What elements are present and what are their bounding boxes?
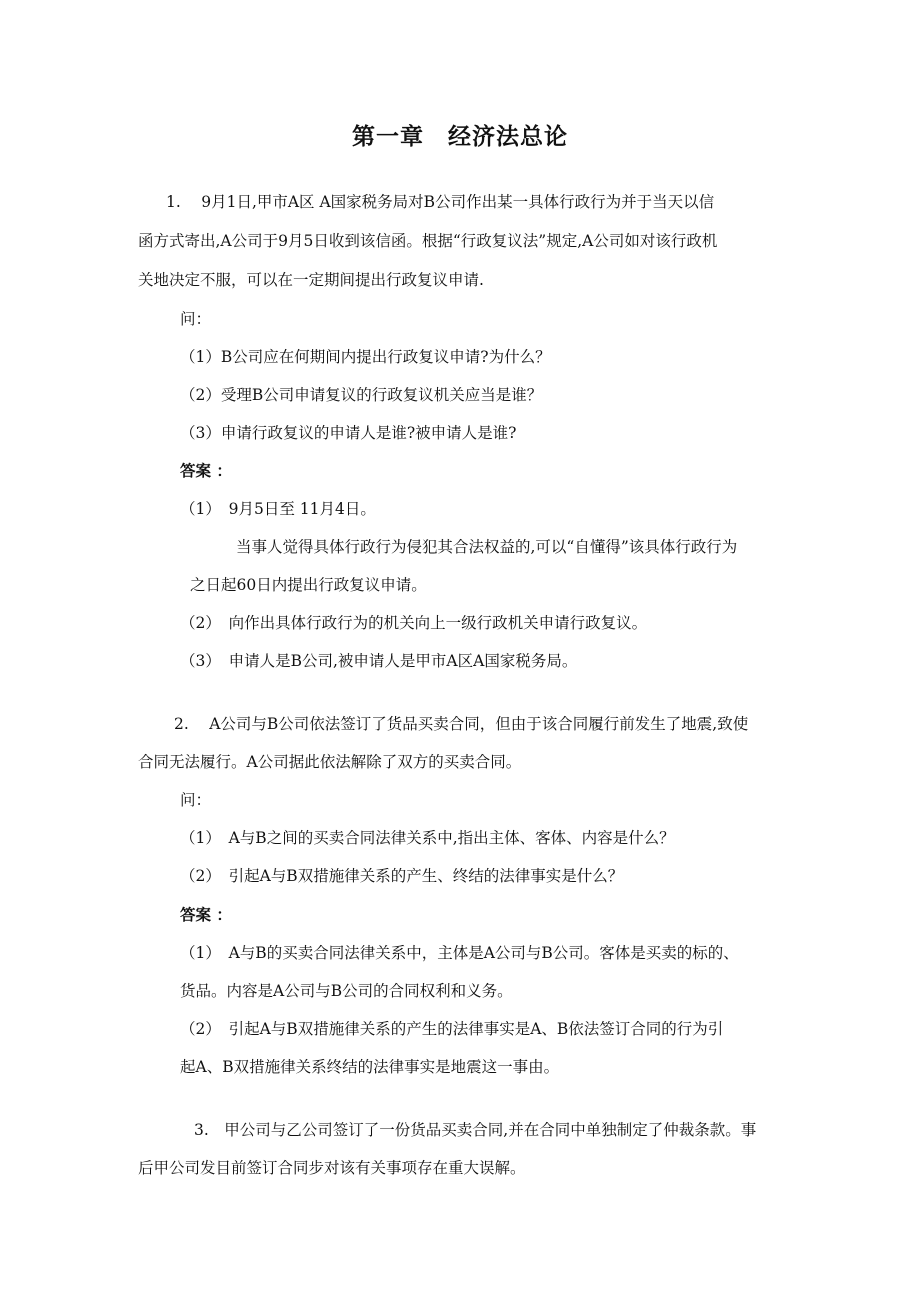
q1-question-2: （2）受理B公司申请复议的行政复议机关应当是谁？ [180,386,543,404]
q2-ask-label: 问： [180,791,212,809]
q1-answer-1-detail-line-2: 之日起60日内提出行政复议申请。 [190,576,427,594]
q2-question-2: （2） 引起A与B双措施律关系的产生、终结的法律事实是什么？ [180,867,624,885]
q2-answer-2-line-2: 起A、B双措施律关系终结的法律事实是地震这一事由。 [180,1058,560,1076]
q1-paragraph-line-2: 函方式寄出,A公司于9月5日收到该信函。根据“行政复议法”规定,A公司如对该行政机 [138,232,718,250]
q3-paragraph-line-2: 后甲公司发目前签订合同步对该有关事项存在重大误解。 [138,1159,526,1177]
q1-question-1: （1）B公司应在何期间内提出行政复议申请?为什么？ [180,348,551,366]
q2-answer-1-line-2: 货品。内容是A公司与B公司的合同权利和义务。 [180,982,513,1000]
q1-answer-1-detail-line-1: 当事人觉得具体行政行为侵犯其合法权益的,可以“自懂得”该具体行政行为 [236,538,738,556]
q2-answer-1-line-1: （1） A与B的买卖合同法律关系中，主体是A公司与B公司。客体是买卖的标的、 [180,944,739,962]
q1-answer-3: （3） 申请人是B公司,被申请人是甲市A区A国家税务局。 [180,652,578,670]
chapter-title: 第一章 经济法总论 [352,124,568,150]
q1-answer-label: 答案 ： [180,462,232,480]
q2-paragraph-line-2: 合同无法履行。A公司据此依法解除了双方的买卖合同。 [138,753,522,771]
q2-answer-2-line-1: （2） 引起A与B双措施律关系的产生的法律事实是A、B依法签订合同的行为引 [180,1020,724,1038]
q3-paragraph-line-1: 3. 甲公司与乙公司签订了一份货品买卖合同,并在合同中单独制定了仲裁条款。事 [194,1121,757,1139]
q1-paragraph-line-3: 关地决定不服，可以在一定期间提出行政复议申请. [138,271,484,289]
q1-paragraph-line-1: 1. 9月1日,甲市A区 A国家税务局对B公司作出某一具体行政行为并于当天以信 [166,193,715,211]
q2-paragraph-line-1: 2. A公司与B公司依法签订了货品买卖合同，但由于该合同履行前发生了地震,致使 [174,715,749,733]
q1-answer-2: （2） 向作出具体行政行为的机关向上一级行政机关申请行政复议。 [180,614,648,632]
q2-question-1: （1） A与B之间的买卖合同法律关系中,指出主体、客体、内容是什么？ [180,829,675,847]
q1-answer-1: （1） 9月5日至 11月4日。 [180,500,376,518]
q2-answer-label: 答案 ： [180,906,232,924]
q1-question-3: （3）申请行政复议的申请人是谁?被申请人是谁? [180,424,517,442]
q1-ask-label: 问： [180,310,212,328]
